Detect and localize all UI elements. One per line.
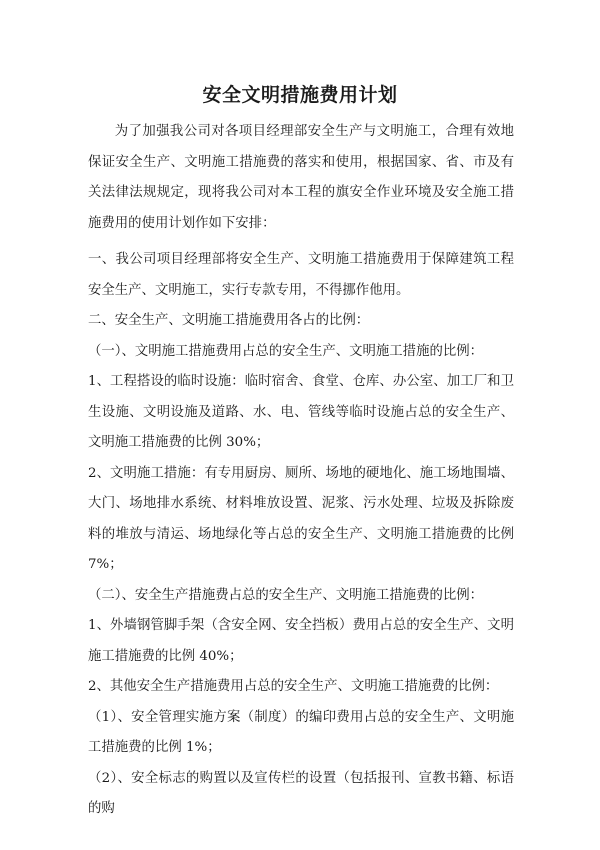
section-one-paragraph: 一、我公司项目经理部将安全生产、文明施工措施费用于保障建筑工程安全生产、文明施工，实行专款专用，不得挪作他用。 — [88, 252, 514, 298]
list-item-other-safety: 2、其他安全生产措施费用占总的安全生产、文明施工措施费的比例： — [88, 679, 499, 694]
list-item-civilized-construction: 2、文明施工措施：有专用厨房、厕所、场地的硬地化、施工场地围墙、大门、场地排水系统、材料堆放设置、泥浆、污水处理、垃圾及拆除废料的堆放与清运、场地绿化等占总的安全生产、文明施工措施费的比例 7%； — [88, 465, 514, 572]
document-title: 安全文明措施费用计划 — [202, 84, 398, 106]
section-two-heading: 二、安全生产、文明施工措施费用各占的比例： — [88, 313, 370, 328]
subsection-two-heading: （二）、安全生产措施费占总的安全生产、文明施工措施费的比例： — [88, 587, 484, 603]
list-item-safety-signs: （2）、安全标志的购置以及宣传栏的设置（包括报刊、宣教书籍、标语的购 — [88, 770, 514, 816]
document-body — [88, 117, 514, 825]
list-item-management-plan: （1）、安全管理实施方案（制度）的编印费用占总的安全生产、文明施工措施费的比例 1%； — [88, 709, 514, 755]
subsection-one-heading: （一）、文明施工措施费用占总的安全生产、文明施工措施的比例： — [88, 343, 484, 359]
list-item-scaffolding: 1、外墙钢管脚手架（含安全网、安全挡板）费用占总的安全生产、文明施工措施费的比例 40%； — [88, 618, 514, 664]
list-item-temporary-facilities: 1、工程搭设的临时设施：临时宿舍、食堂、仓库、办公室、加工厂和卫生设施、文明设施及道路、水、电、管线等临时设施占总的安全生产、文明施工措施费的比例 30%； — [88, 374, 514, 450]
intro-paragraph: 为了加强我公司对各项目经理部安全生产与文明施工，合理有效地保证安全生产、文明施工措施费的落实和使用，根据国家、省、市及有关法律法规规定，现将我公司对本工程的旗安全作业环境及安全施工措施费用的使用计划作如下安排： — [88, 124, 514, 231]
